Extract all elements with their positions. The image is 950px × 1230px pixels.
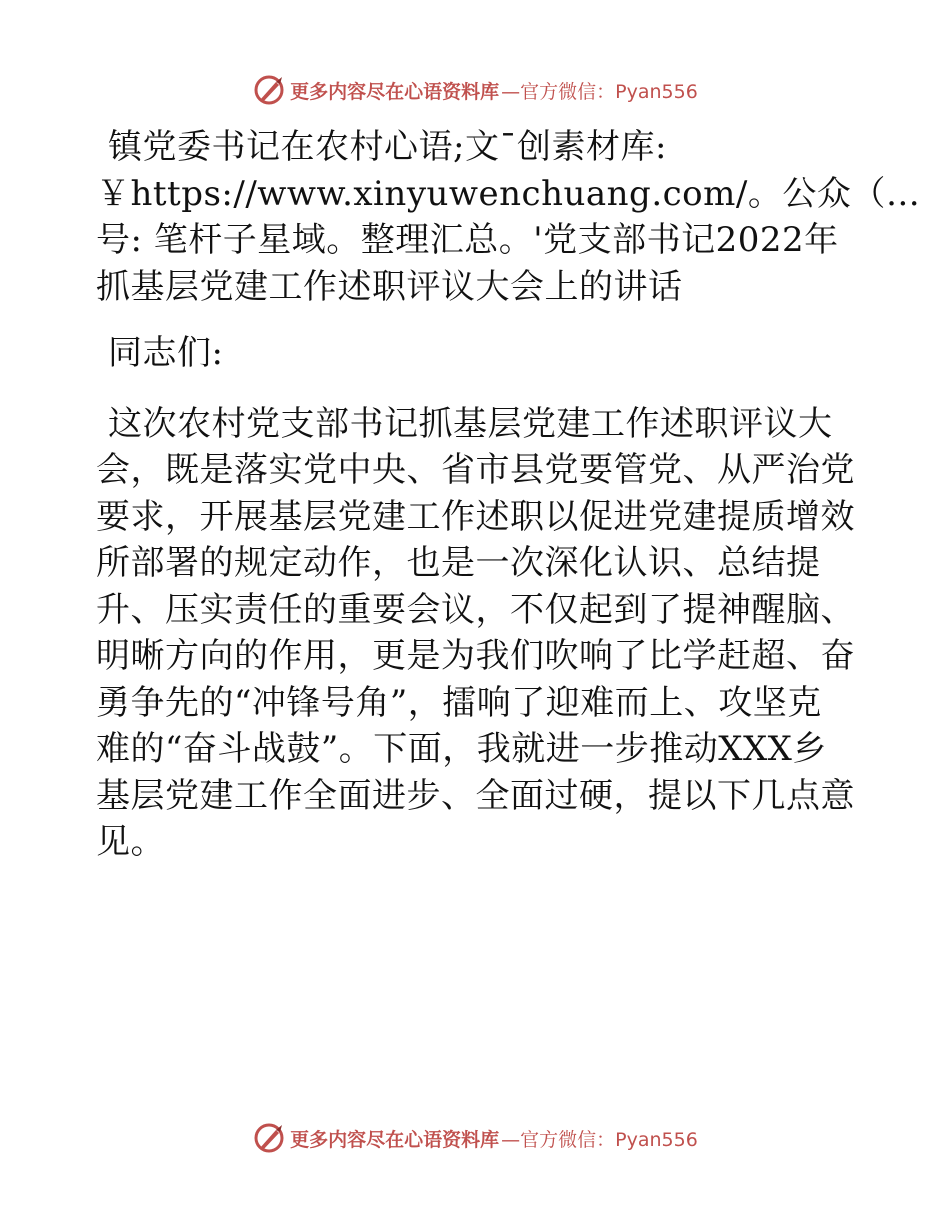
watermark-lead-text: 更多内容尽在心语资料库 bbox=[290, 80, 500, 103]
bottom-watermark-banner bbox=[0, 1118, 950, 1158]
quill-in-circle-icon bbox=[252, 1121, 286, 1155]
watermark-contact-text: —官方微信：Pyan556 bbox=[501, 1128, 698, 1151]
speech-paragraph bbox=[96, 401, 856, 866]
watermark-contact-text: —官方微信：Pyan556 bbox=[501, 80, 698, 103]
body-line: 难的“奋斗战鼓”。下面，我就进一步推动XXX乡 bbox=[96, 729, 827, 769]
document-title-line: 抓基层党建工作述职评议大会上的讲话 bbox=[96, 266, 683, 307]
body-line: 所部署的规定动作，也是一次深化认识、总结提 bbox=[96, 543, 821, 583]
body-line: 明晰方向的作用，更是为我们吹响了比学赶超、奋 bbox=[96, 636, 855, 676]
watermark-lead-text: 更多内容尽在心语资料库 bbox=[290, 1128, 500, 1151]
intro-line: ￥https://www.xinyuwenchuang.com/。公众（… bbox=[96, 173, 921, 214]
body-line: 勇争先的“冲锋号角”，擂响了迎难而上、攻坚克 bbox=[96, 682, 822, 723]
intro-line: 号: 笔杆子星域。整理汇总。'党支部书记2022年 bbox=[96, 220, 839, 260]
salutation: 同志们: bbox=[108, 333, 224, 373]
body-line: 这次农村党支部书记抓基层党建工作述职评议大 bbox=[108, 403, 833, 444]
document-body bbox=[96, 124, 921, 866]
body-line: 会，既是落实党中央、省市县党要管党、从严治党 bbox=[96, 450, 855, 490]
intro-line: 镇党委书记在农村心语;文¯创素材库: bbox=[108, 127, 667, 167]
top-watermark-banner bbox=[0, 70, 950, 110]
quill-in-circle-icon bbox=[252, 73, 286, 107]
body-line: 升、压实责任的重要会议，不仅起到了提神醒脑、 bbox=[96, 589, 855, 630]
body-line: 要求，开展基层党建工作述职以促进党建提质增效 bbox=[96, 496, 855, 537]
intro-paragraph bbox=[96, 124, 921, 310]
body-line: 基层党建工作全面进步、全面过硬，提以下几点意 bbox=[96, 775, 855, 816]
body-line: 见。 bbox=[96, 822, 165, 862]
